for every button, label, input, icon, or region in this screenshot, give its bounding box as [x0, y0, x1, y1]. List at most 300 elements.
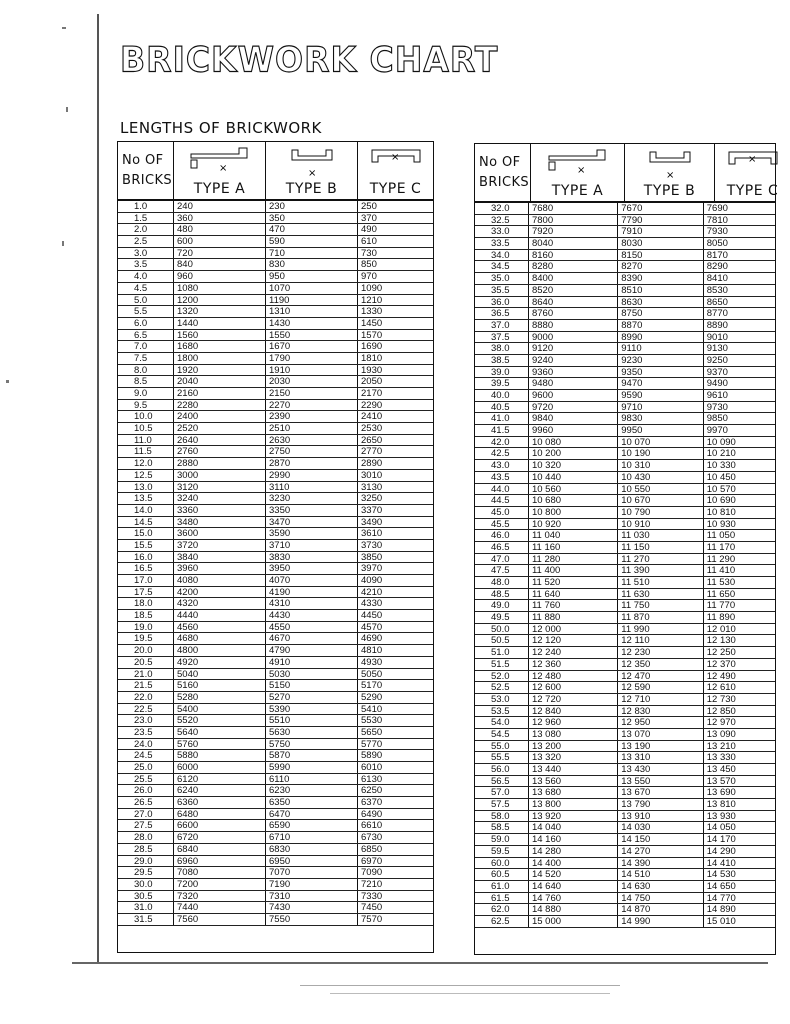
table-row: [118, 330, 433, 342]
cell-type-a: 8280: [529, 261, 618, 272]
cell-type-c: 2890: [361, 458, 383, 470]
page-margin-line: [97, 14, 99, 962]
cell-no-of-bricks: 51.0: [475, 647, 529, 658]
cell-type-c: 9970: [706, 425, 728, 437]
cell-type-c: 10 210: [706, 448, 736, 460]
cell-type-a: 6240: [174, 785, 266, 796]
cell-no-of-bricks: 9.0: [118, 388, 174, 399]
cell-type-c: 14 530: [706, 869, 736, 881]
cell-type-c: 13 810: [706, 799, 736, 811]
cell-no-of-bricks: 6.0: [118, 318, 174, 329]
cell-type-a: 960: [174, 271, 266, 282]
cell-type-c: 7690: [706, 203, 728, 214]
cell-type-c: 12 370: [706, 658, 736, 670]
brick-bond-type-c-icon: [366, 146, 426, 180]
cell-type-c: 5410: [361, 703, 383, 715]
cell-no-of-bricks: 57.5: [475, 799, 529, 810]
table-row: [475, 238, 775, 250]
table-row: [475, 554, 775, 566]
cell-no-of-bricks: 52.5: [475, 682, 529, 693]
cell-type-c: 10 570: [706, 483, 736, 495]
cell-no-of-bricks: 18.0: [118, 598, 174, 609]
table-row: [475, 729, 775, 741]
table-row: [475, 647, 775, 659]
cell-type-c: 2650: [361, 434, 383, 446]
cell-type-b: 14 630: [618, 881, 704, 892]
cell-type-c: 1570: [361, 329, 383, 341]
cell-type-b: 13 790: [618, 799, 704, 810]
cell-type-c: 10 450: [706, 471, 736, 483]
scan-smudge: [300, 985, 620, 986]
cell-type-c: 10 690: [706, 495, 736, 507]
cell-type-b: 9110: [618, 343, 704, 354]
cell-type-b: 7190: [266, 879, 358, 890]
table-row: [475, 893, 775, 905]
cell-type-b: 2270: [266, 400, 358, 411]
cell-no-of-bricks: 50.0: [475, 624, 529, 635]
cell-no-of-bricks: 29.5: [118, 867, 174, 878]
cell-type-c: 4690: [361, 633, 383, 645]
cell-type-a: 11 880: [529, 612, 618, 623]
svg-text:×: ×: [390, 152, 399, 163]
table-row: [118, 598, 433, 610]
table-row: [118, 856, 433, 868]
header-type-c-label: TYPE C: [726, 183, 779, 199]
cell-type-b: 9230: [618, 355, 704, 366]
cell-no-of-bricks: 40.0: [475, 390, 529, 401]
cell-type-b: 9710: [618, 402, 704, 413]
cell-type-a: 12 960: [529, 717, 618, 728]
table-row: [475, 226, 775, 238]
cell-type-a: 6840: [174, 844, 266, 855]
table-row: [118, 224, 433, 236]
cell-type-c: 10 090: [706, 436, 736, 448]
cell-no-of-bricks: 42.5: [475, 448, 529, 459]
table-row: [118, 388, 433, 400]
cell-no-of-bricks: 62.0: [475, 904, 529, 915]
cell-type-b: 8510: [618, 285, 704, 296]
cell-no-of-bricks: 9.5: [118, 400, 174, 411]
cell-type-a: 8880: [529, 320, 618, 331]
cell-type-c: 12 010: [706, 623, 736, 635]
header-type-b-label: TYPE B: [285, 181, 338, 197]
table-row: [118, 528, 433, 540]
cell-type-c: 12 970: [706, 717, 736, 729]
cell-no-of-bricks: 24.5: [118, 750, 174, 761]
cell-type-c: 5890: [361, 750, 383, 762]
table-row: [118, 610, 433, 622]
table-row: [118, 493, 433, 505]
cell-type-b: 14 270: [618, 846, 704, 857]
cell-type-c: 850: [361, 259, 377, 271]
cell-type-b: 7670: [618, 203, 704, 214]
cell-type-c: 1930: [361, 364, 383, 376]
cell-type-c: 12 730: [706, 693, 736, 705]
cell-type-b: 710: [266, 248, 358, 259]
cell-type-b: 2750: [266, 446, 358, 457]
table-row: [118, 376, 433, 388]
svg-text:×: ×: [747, 154, 756, 165]
cell-type-a: 12 600: [529, 682, 618, 693]
cell-no-of-bricks: 49.5: [475, 612, 529, 623]
cell-no-of-bricks: 4.0: [118, 271, 174, 282]
cell-type-a: 10 200: [529, 448, 618, 459]
cell-type-c: 3130: [361, 481, 383, 493]
table-row: [475, 425, 775, 437]
table-row: [118, 213, 433, 225]
cell-type-b: 4550: [266, 622, 358, 633]
cell-type-a: 3120: [174, 482, 266, 493]
cell-type-c: 14 890: [706, 904, 736, 916]
cell-type-c: 1090: [361, 282, 383, 294]
table-row: [475, 495, 775, 507]
cell-type-b: 7790: [618, 215, 704, 226]
svg-text:×: ×: [307, 168, 316, 179]
cell-no-of-bricks: 42.0: [475, 437, 529, 448]
cell-type-a: 2760: [174, 446, 266, 457]
cell-type-a: 840: [174, 259, 266, 270]
cell-no-of-bricks: 26.5: [118, 797, 174, 808]
table-row: [118, 201, 433, 213]
cell-type-c: 1330: [361, 306, 383, 318]
cell-type-c: 11 290: [706, 553, 736, 565]
cell-type-c: 1810: [361, 352, 383, 364]
brickwork-table-left: [117, 141, 434, 953]
cell-type-a: 9240: [529, 355, 618, 366]
cell-no-of-bricks: 21.5: [118, 680, 174, 691]
cell-no-of-bricks: 34.5: [475, 261, 529, 272]
cell-no-of-bricks: 33.0: [475, 226, 529, 237]
table-row: [118, 446, 433, 458]
cell-type-c: 10 930: [706, 518, 736, 530]
cell-type-c: 12 250: [706, 647, 736, 659]
cell-no-of-bricks: 19.0: [118, 622, 174, 633]
cell-type-b: 5750: [266, 739, 358, 750]
cell-no-of-bricks: 62.5: [475, 916, 529, 927]
cell-no-of-bricks: 43.5: [475, 472, 529, 483]
table-row: [475, 519, 775, 531]
table-row: [475, 390, 775, 402]
cell-type-c: 9730: [706, 401, 728, 413]
cell-type-b: 12 950: [618, 717, 704, 728]
svg-text:×: ×: [218, 163, 227, 174]
cell-type-b: 6470: [266, 809, 358, 820]
cell-type-b: 3830: [266, 552, 358, 563]
cell-type-c: 490: [361, 224, 377, 236]
cell-type-a: 7080: [174, 867, 266, 878]
cell-no-of-bricks: 22.5: [118, 704, 174, 715]
table-row: [118, 785, 433, 797]
cell-type-c: 6850: [361, 843, 383, 855]
table-row: [118, 283, 433, 295]
table-row: [118, 540, 433, 552]
cell-type-a: 12 360: [529, 659, 618, 670]
table-row: [475, 671, 775, 683]
cell-type-a: 14 280: [529, 846, 618, 857]
table-row: [118, 832, 433, 844]
cell-type-c: 14 170: [706, 834, 736, 846]
cell-type-c: 8890: [706, 319, 728, 331]
brick-bond-type-a-icon: [185, 146, 255, 180]
table-row: [118, 750, 433, 762]
cell-type-b: 13 190: [618, 741, 704, 752]
cell-type-b: 3470: [266, 517, 358, 528]
cell-type-a: 5640: [174, 727, 266, 738]
cell-no-of-bricks: 46.5: [475, 542, 529, 553]
cell-type-a: 3000: [174, 470, 266, 481]
brickwork-table-right: [474, 143, 779, 955]
table-row: [118, 575, 433, 587]
cell-type-b: 7430: [266, 902, 358, 913]
cell-type-c: 6130: [361, 773, 383, 785]
cell-type-a: 7440: [174, 902, 266, 913]
cell-type-b: 11 390: [618, 565, 704, 576]
cell-type-a: 12 480: [529, 671, 618, 682]
cell-type-b: 4670: [266, 633, 358, 644]
cell-no-of-bricks: 57.0: [475, 787, 529, 798]
cell-type-a: 7560: [174, 914, 266, 925]
cell-type-c: 9010: [706, 331, 728, 343]
table-row: [118, 809, 433, 821]
cell-type-a: 8640: [529, 297, 618, 308]
cell-type-c: 11 170: [706, 541, 736, 553]
cell-type-a: 360: [174, 213, 266, 224]
cell-type-b: 5390: [266, 704, 358, 715]
cell-type-b: 7550: [266, 914, 358, 925]
cell-no-of-bricks: 30.5: [118, 891, 174, 902]
table-row: [475, 261, 775, 273]
cell-type-c: 2170: [361, 388, 383, 399]
brick-bond-type-b-icon: [282, 146, 342, 180]
table-row: [475, 367, 775, 379]
table-row: [475, 402, 775, 414]
cell-no-of-bricks: 13.5: [118, 493, 174, 504]
table-row: [475, 343, 775, 355]
header-no-of-bricks-label: No OF BRICKS: [479, 155, 530, 190]
cell-no-of-bricks: 56.5: [475, 776, 529, 787]
cell-type-b: 5990: [266, 762, 358, 773]
cell-no-of-bricks: 58.0: [475, 811, 529, 822]
table-row: [475, 297, 775, 309]
cell-no-of-bricks: 60.0: [475, 858, 529, 869]
cell-type-a: 240: [174, 201, 266, 212]
cell-no-of-bricks: 30.0: [118, 879, 174, 890]
cell-type-b: 3230: [266, 493, 358, 504]
cell-no-of-bricks: 23.0: [118, 715, 174, 726]
cell-type-a: 6360: [174, 797, 266, 808]
table-row: [475, 834, 775, 846]
cell-no-of-bricks: 25.5: [118, 774, 174, 785]
cell-no-of-bricks: 17.0: [118, 575, 174, 586]
cell-type-a: 7320: [174, 891, 266, 902]
cell-no-of-bricks: 31.0: [118, 902, 174, 913]
table-row: [118, 669, 433, 681]
header-type-b: [625, 144, 715, 201]
cell-type-c: 13 690: [706, 787, 736, 799]
table-row: [118, 423, 433, 435]
cell-no-of-bricks: 47.0: [475, 554, 529, 565]
cell-type-b: 2390: [266, 411, 358, 422]
cell-type-c: 13 210: [706, 740, 736, 752]
table-row: [118, 505, 433, 517]
cell-type-c: 14 410: [706, 857, 736, 869]
cell-no-of-bricks: 4.5: [118, 283, 174, 294]
page-bottom-line: [72, 962, 768, 964]
cell-no-of-bricks: 44.0: [475, 484, 529, 495]
cell-type-a: 6960: [174, 856, 266, 867]
table-row: [118, 587, 433, 599]
cell-no-of-bricks: 53.0: [475, 694, 529, 705]
table-row: [118, 236, 433, 248]
cell-no-of-bricks: 5.0: [118, 295, 174, 306]
cell-type-c: 9370: [706, 366, 728, 378]
cell-type-a: 14 520: [529, 869, 618, 880]
cell-type-a: 1680: [174, 341, 266, 352]
cell-no-of-bricks: 35.5: [475, 285, 529, 296]
table-row: [118, 482, 433, 494]
table-row: [118, 470, 433, 482]
cell-type-c: 3610: [361, 528, 383, 540]
cell-no-of-bricks: 24.0: [118, 739, 174, 750]
cell-type-b: 2510: [266, 423, 358, 434]
table-row: [475, 659, 775, 671]
header-no-of-bricks-label: No OF BRICKS: [122, 153, 173, 188]
cell-type-c: 4930: [361, 656, 383, 668]
cell-type-a: 8760: [529, 308, 618, 319]
table-row: [475, 215, 775, 227]
cell-type-a: 11 400: [529, 565, 618, 576]
cell-type-b: 10 430: [618, 472, 704, 483]
table-row: [475, 706, 775, 718]
cell-type-b: 11 270: [618, 554, 704, 565]
cell-no-of-bricks: 8.0: [118, 365, 174, 376]
scan-speck: [62, 27, 66, 29]
cell-type-b: 6110: [266, 774, 358, 785]
cell-type-b: 7910: [618, 226, 704, 237]
table-row: [475, 811, 775, 823]
cell-type-c: 1210: [361, 294, 383, 306]
cell-type-b: 12 230: [618, 647, 704, 658]
table-row: [118, 306, 433, 318]
cell-type-a: 10 320: [529, 460, 618, 471]
header-type-a-label: TYPE A: [551, 183, 604, 199]
cell-no-of-bricks: 41.0: [475, 413, 529, 424]
cell-no-of-bricks: 8.5: [118, 376, 174, 387]
header-type-c: [358, 142, 433, 199]
cell-type-b: 1790: [266, 353, 358, 364]
cell-type-a: 11 760: [529, 600, 618, 611]
cell-type-b: 14 150: [618, 834, 704, 845]
cell-no-of-bricks: 5.5: [118, 306, 174, 317]
cell-no-of-bricks: 48.5: [475, 589, 529, 600]
header-type-b: [266, 142, 358, 199]
table-row: [475, 741, 775, 753]
cell-type-c: 3370: [361, 504, 383, 516]
header-type-c: [715, 144, 790, 201]
cell-no-of-bricks: 34.0: [475, 250, 529, 261]
cell-type-b: 1430: [266, 318, 358, 329]
brick-bond-type-c-icon: [723, 148, 783, 182]
cell-type-a: 7800: [529, 215, 618, 226]
scan-speck: [62, 241, 64, 246]
scan-smudge: [330, 993, 610, 994]
cell-no-of-bricks: 16.5: [118, 563, 174, 574]
table-row: [475, 635, 775, 647]
cell-type-c: 6610: [361, 820, 383, 832]
cell-type-c: 2770: [361, 446, 383, 458]
table-row: [475, 285, 775, 297]
table-row: [475, 355, 775, 367]
cell-type-a: 13 680: [529, 787, 618, 798]
table-row: [475, 472, 775, 484]
cell-type-b: 4790: [266, 645, 358, 656]
cell-type-b: 10 070: [618, 437, 704, 448]
cell-type-c: 9130: [706, 343, 728, 355]
cell-type-b: 9350: [618, 367, 704, 378]
cell-no-of-bricks: 28.5: [118, 844, 174, 855]
table-row: [475, 250, 775, 262]
cell-no-of-bricks: 46.0: [475, 530, 529, 541]
table-row: [118, 400, 433, 412]
cell-type-b: 10 310: [618, 460, 704, 471]
table-row: [475, 787, 775, 799]
cell-type-a: 11 280: [529, 554, 618, 565]
cell-type-b: 10 670: [618, 495, 704, 506]
cell-type-a: 9360: [529, 367, 618, 378]
cell-no-of-bricks: 3.5: [118, 259, 174, 270]
cell-type-b: 2150: [266, 388, 358, 399]
cell-type-c: 6010: [361, 762, 383, 773]
cell-type-a: 480: [174, 224, 266, 235]
cell-type-a: 2880: [174, 458, 266, 469]
cell-type-c: 5290: [361, 691, 383, 703]
cell-type-b: 11 030: [618, 530, 704, 541]
cell-type-c: 8650: [706, 296, 728, 308]
cell-type-a: 4440: [174, 610, 266, 621]
cell-no-of-bricks: 52.0: [475, 671, 529, 682]
cell-type-c: 2290: [361, 399, 383, 411]
table-row: [118, 727, 433, 739]
cell-type-b: 470: [266, 224, 358, 235]
page-title: BRICKWORK CHART: [120, 39, 499, 80]
cell-type-c: 13 330: [706, 752, 736, 764]
cell-type-a: 5520: [174, 715, 266, 726]
table-row: [475, 682, 775, 694]
cell-type-b: 11 870: [618, 612, 704, 623]
cell-type-a: 4320: [174, 598, 266, 609]
table-row: [475, 413, 775, 425]
cell-no-of-bricks: 41.5: [475, 425, 529, 436]
cell-no-of-bricks: 35.0: [475, 273, 529, 284]
table-row: [118, 704, 433, 716]
cell-type-c: 370: [361, 212, 377, 224]
cell-type-c: 7810: [706, 214, 728, 226]
cell-type-c: 14 050: [706, 822, 736, 834]
table-row: [475, 624, 775, 636]
cell-type-b: 3350: [266, 505, 358, 516]
cell-no-of-bricks: 27.5: [118, 820, 174, 831]
cell-type-b: 14 510: [618, 869, 704, 880]
cell-type-c: 7210: [361, 878, 383, 890]
table-row: [118, 879, 433, 891]
cell-type-b: 2990: [266, 470, 358, 481]
cell-type-a: 14 640: [529, 881, 618, 892]
cell-type-b: 12 710: [618, 694, 704, 705]
cell-no-of-bricks: 22.0: [118, 692, 174, 703]
cell-no-of-bricks: 50.5: [475, 635, 529, 646]
cell-no-of-bricks: 55.0: [475, 741, 529, 752]
cell-no-of-bricks: 15.5: [118, 540, 174, 551]
